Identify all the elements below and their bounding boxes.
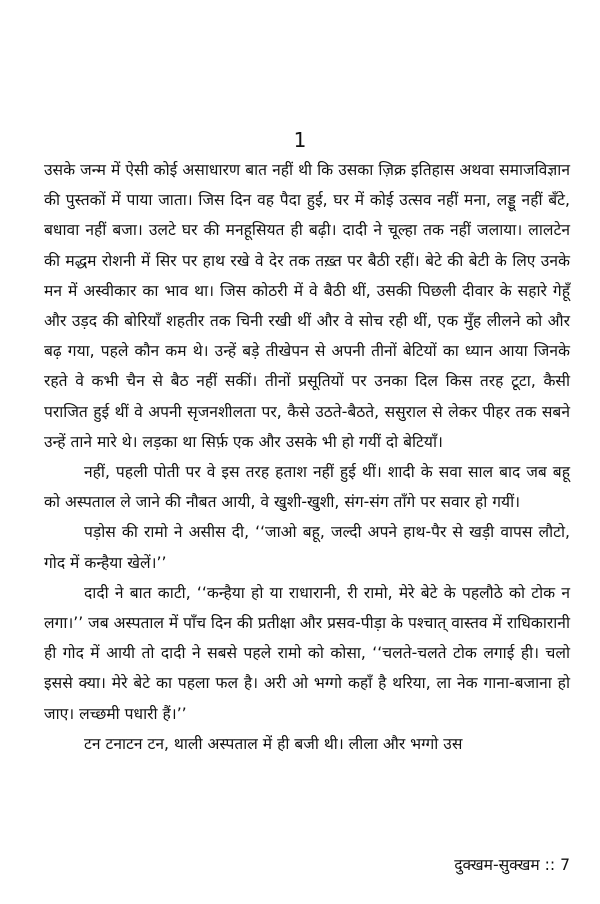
- paragraph-2: नहीं, पहली पोती पर वे इस तरह हताश नहीं हुई थीं। शादी के सवा साल बाद जब बहू को अस्पताल ले जाने की नौबत आयी, वे खुशी-खुशी, संग-संग ताँगे पर सवार हो गयीं।: [44, 463, 570, 512]
- page-footer: दुक्खम-सुक्खम :: 7: [454, 856, 570, 874]
- paragraph-3: पड़ोस की रामो ने असीस दी, ‘‘जाओ बहू, जल्दी अपने हाथ-पैर से खड़ी वापस लौटो, गोद में कन्हैया खेलें।’’: [44, 523, 570, 572]
- paragraph-4: दादी ने बात काटी, ‘‘कन्हैया हो या राधारानी, री रामो, मेरे बेटे के पहलौठे को टोक न लगा।’’ जब अस्पताल में पाँच दिन की प्रतीक्षा और प्रसव-पीड़ा के पश्चात् वास्तव में राधिकारानी ही गोद में आयी तो दादी ने सबसे पहले रामो को कोसा, ‘‘चलते-चलते टोक लगाई ही। चलो इससे क्या। मेरे बेटे का पहला फल है। अरी ओ भग्गो कहाँ है थरिया, ला नेक गाना-बजाना हो जाए। लच्छमी पधारी हैं।’’: [44, 583, 570, 723]
- body-text: [44, 155, 570, 759]
- paragraph-5: टन टनाटन टन, थाली अस्पताल में ही बजी थी। लीला और भग्गो उस: [84, 734, 463, 753]
- chapter-number: 1: [293, 128, 307, 152]
- paragraph-1: उसके जन्म में ऐसी कोई असाधारण बात नहीं थी कि उसका ज़िक्र इतिहास अथवा समाजविज्ञान की पुस्तकों में पाया जाता। जिस दिन वह पैदा हुई, घर में कोई उत्सव नहीं मना, लड्डू नहीं बँटे, बधावा नहीं बजा। उलटे घर की मनहूसियत ही बढ़ी। दादी ने चूल्हा तक नहीं जलाया। लालटेन की मद्धम रोशनी में सिर पर हाथ रखे वे देर तक तख़्त पर बैठी रहीं। बेटे की बेटी के लिए उनके मन में अस्वीकार का भाव था। जिस कोठरी में वे बैठी थीं, उसकी पिछली दीवार के सहारे गेहूँ और उड़द की बोरियाँ शहतीर तक चिनी रखी थीं और वे सोच रही थीं, एक मुँह लीलने को और बढ़ गया, पहले कौन कम थे। उन्हें बड़े तीखेपन से अपनी तीनों बेटियों का ध्यान आया जिनके रहते वे कभी चैन से बैठ नहीं सकीं। तीनों प्रसूतियों पर उनका दिल किस तरह टूटा, कैसी पराजित हुई थीं वे अपनी सृजनशीलता पर, कैसे उठते-बैठते, ससुराल से लेकर पीहर तक सबने उन्हें ताने मारे थे। लड़का था सिर्फ़ एक और उसके भी हो गयीं दो बेटियाँ।: [44, 161, 570, 451]
